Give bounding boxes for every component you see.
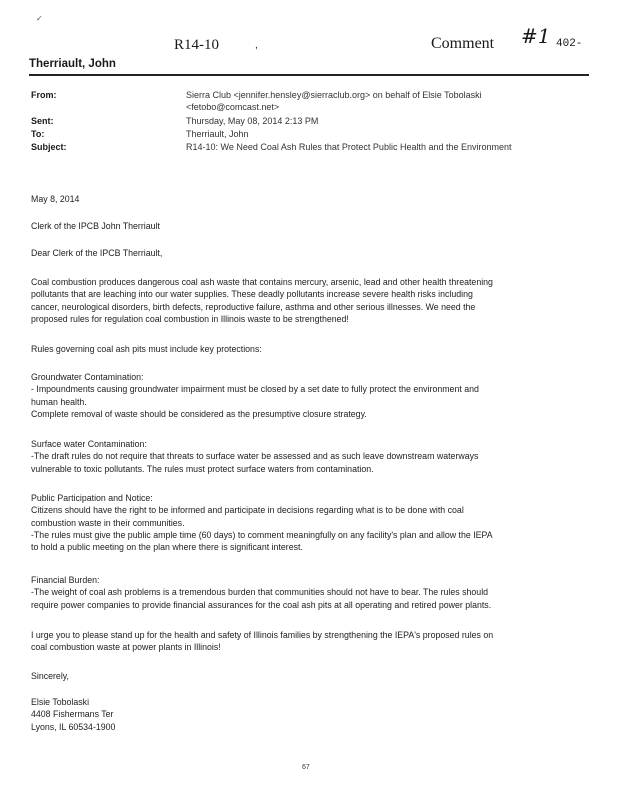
closing-paragraph xyxy=(31,629,591,654)
letter-date: May 8, 2014 xyxy=(31,194,80,204)
intro-paragraph xyxy=(31,276,591,325)
section-line: Complete removal of waste should be considered as the presumptive closure strategy. xyxy=(31,408,367,419)
sent-value: Thursday, May 08, 2014 2:13 PM xyxy=(186,116,319,126)
public-participation-section xyxy=(31,492,591,553)
docket-number: R14-10 xyxy=(174,37,219,53)
from-value: Sierra Club <jennifer.hensley@sierraclub.org> on behalf of Elsie Tobolaski xyxy=(186,90,482,100)
signature-address: 4408 Fishermans Ter xyxy=(31,709,114,720)
page-number: 67 xyxy=(302,764,310,771)
section-heading: Financial Burden: xyxy=(31,575,100,585)
signature-block xyxy=(31,696,591,733)
corner-mark: ✓ xyxy=(36,14,43,23)
from-value-email: <fetobo@comcast.net> xyxy=(186,102,280,112)
sender-name: Therriault, John xyxy=(29,58,116,70)
section-line: -The draft rules do not require that threats to surface water be assessed and as such leave downstream waterways xyxy=(31,451,479,462)
comment-label: Comment xyxy=(431,35,495,52)
section-line: - Impoundments causing groundwater impairment must be closed by a set date to fully protect the environment and xyxy=(31,384,479,395)
rules-intro: Rules governing coal ash pits must include key protections: xyxy=(31,344,262,354)
intro-line: Coal combustion produces dangerous coal ash waste that contains mercury, arsenic, lead and other health threatening xyxy=(31,277,493,287)
closing-line: I urge you to please stand up for the health and safety of Illinois families by strengthening the IEPA's proposed rules on xyxy=(31,630,494,640)
closing-line: coal combustion waste at power plants in Illinois! xyxy=(31,642,221,653)
to-label: To: xyxy=(31,129,45,139)
subject-value: R14-10: We Need Coal Ash Rules that Protect Public Health and the Environment xyxy=(186,142,512,152)
groundwater-section xyxy=(31,371,591,420)
section-line: vulnerable to toxic pollutants. The rules must protect surface waters from contamination. xyxy=(31,463,374,474)
section-line: -The rules must give the public ample time (60 days) to comment meaningfully on any facility's plan and allow the IEPA xyxy=(31,529,493,540)
intro-line: pollutants that are leaching into our water supplies. These deadly pollutants increase severe health risks including xyxy=(31,289,473,300)
to-value: Therriault, John xyxy=(186,129,249,139)
section-line: require power companies to provide financial assurances for the coal ash pits at all operating and retired power plants. xyxy=(31,599,492,610)
surface-water-section xyxy=(31,438,591,475)
signoff: Sincerely, xyxy=(31,671,69,681)
intro-line: proposed rules for regulation coal combustion in Illinois waste to be strengthened! xyxy=(31,313,349,324)
handwritten-comment-number: #1 xyxy=(521,24,551,48)
signature-name: Elsie Tobolaski xyxy=(31,697,90,707)
page-code: 402- xyxy=(556,38,583,50)
section-line: human health. xyxy=(31,396,87,407)
letter-recipient: Clerk of the IPCB John Therriault xyxy=(31,221,160,231)
from-label: From: xyxy=(31,90,57,100)
section-line: Citizens should have the right to be informed and participate in decisions regarding what is to be done with coal xyxy=(31,505,464,516)
financial-burden-section xyxy=(31,574,591,611)
intro-line: cancer, neurological disorders, birth defects, reproductive failure, asthma and other serious illnesses. We need the xyxy=(31,301,476,312)
section-heading: Public Participation and Notice: xyxy=(31,493,153,503)
section-heading: Surface water Contamination: xyxy=(31,439,147,449)
stray-mark: , xyxy=(255,40,258,51)
header-divider xyxy=(29,74,589,76)
sent-label: Sent: xyxy=(31,116,54,126)
section-line: -The weight of coal ash problems is a tremendous burden that communities should not have to bear. The rules should xyxy=(31,587,489,598)
subject-label: Subject: xyxy=(31,142,67,152)
section-line: combustion waste in their communities. xyxy=(31,517,185,528)
signature-address: Lyons, IL 60534-1900 xyxy=(31,721,116,732)
section-line: to hold a public meeting on the plan where there is significant interest. xyxy=(31,542,303,553)
letter-greeting: Dear Clerk of the IPCB Therriault, xyxy=(31,248,163,258)
section-heading: Groundwater Contamination: xyxy=(31,372,144,382)
